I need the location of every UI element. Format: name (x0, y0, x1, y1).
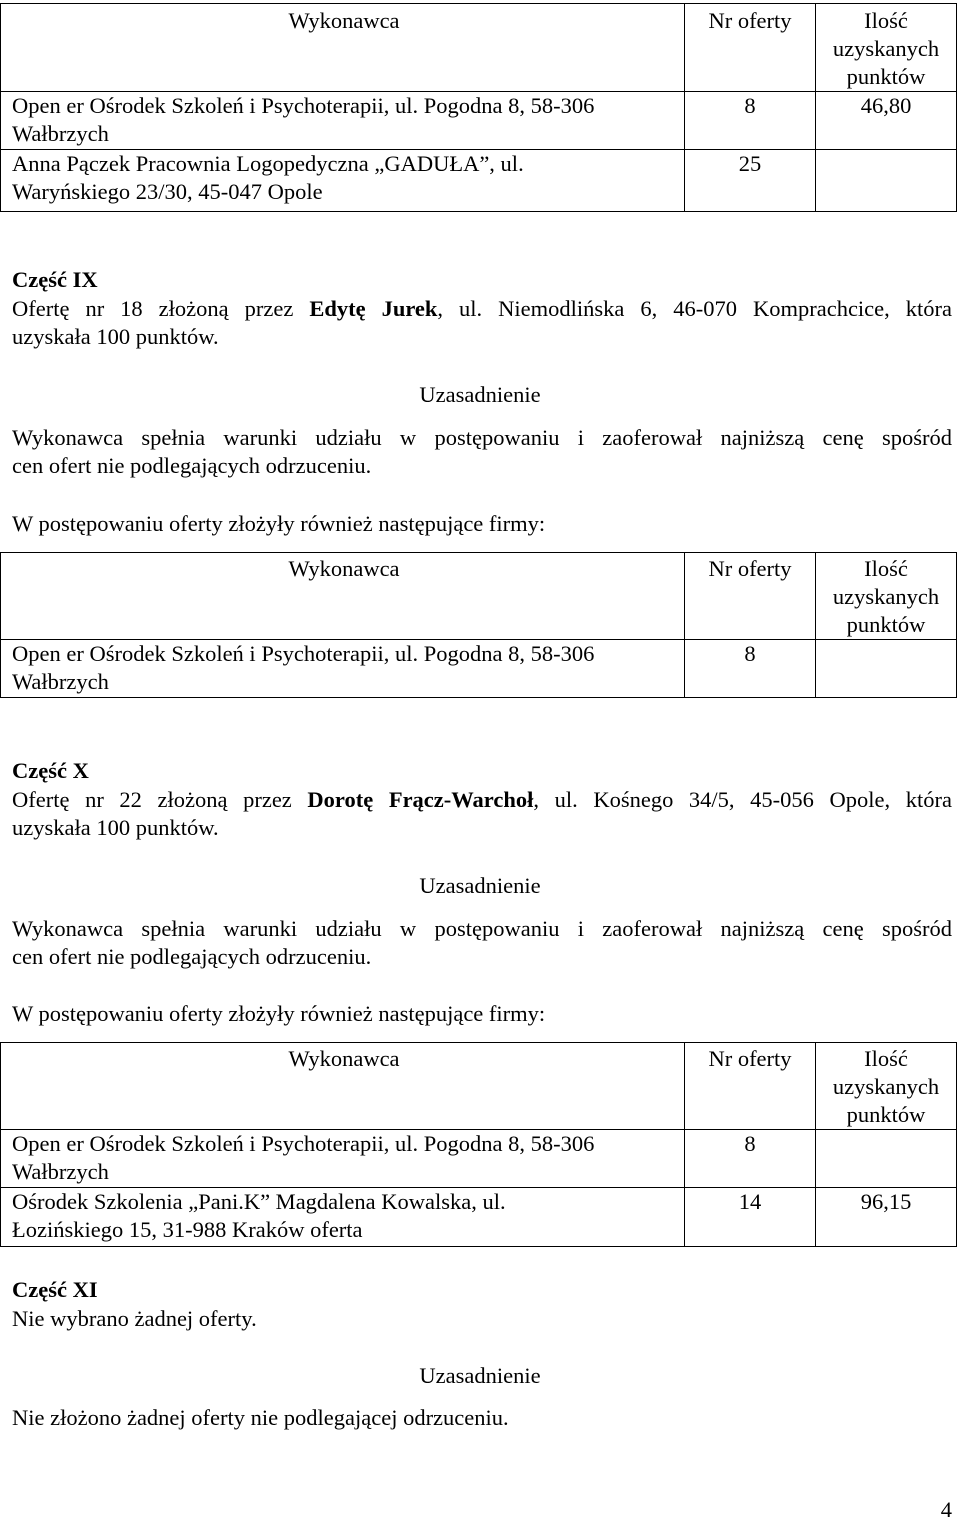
offers-table-3 (0, 1042, 957, 1247)
part-x-offer-name: Dorotę Frącz-Warchoł (307, 787, 534, 812)
cell-nr: 14 (685, 1188, 816, 1247)
part-ix-justification-title: Uzasadnienie (419, 382, 541, 407)
part-x-offer: Ofertę nr 22 złożoną przez Dorotę Frącz-Warchoł, ul. Kośnego 34/5, 45-056 Opole, która uzyskała 100 punktów. (12, 787, 952, 840)
cell-points: 96,15 (816, 1188, 957, 1247)
table-row (1, 640, 957, 698)
table-header-row (1, 553, 957, 640)
header-nr-oferty: Nr oferty (685, 553, 816, 640)
table-header-row (1, 4, 957, 92)
cell-points: 46,80 (816, 92, 957, 150)
table-row (1, 1130, 957, 1188)
cell-nr: 8 (685, 92, 816, 150)
page-number: 4 (940, 1497, 952, 1522)
part-ix-others-intro: W postępowaniu oferty złożyły również następujące firmy: (12, 511, 546, 536)
part-ix-heading: Część IX (12, 267, 98, 292)
header-ilosc-punktow: Ilość uzyskanych punktów (816, 553, 957, 640)
offers-table-2 (0, 552, 957, 698)
part-xi-text: Nie wybrano żadnej oferty. (12, 1306, 257, 1331)
cell-wykonawca: Open er Ośrodek Szkoleń i Psychoterapii, ul. Pogodna 8, 58-306 Wałbrzych (1, 1130, 685, 1188)
header-wykonawca: Wykonawca (1, 1043, 685, 1130)
part-x-others-intro: W postępowaniu oferty złożyły również następujące firmy: (12, 1001, 546, 1026)
cell-wykonawca: Open er Ośrodek Szkoleń i Psychoterapii, ul. Pogodna 8, 58-306 Wałbrzych (1, 92, 685, 150)
part-x-justification-title: Uzasadnienie (419, 873, 541, 898)
offers-table-1 (0, 3, 957, 212)
part-ix-justification-text: Wykonawca spełnia warunki udziału w postępowaniu i zaoferował najniższą cenę spośród cen ofert nie podlegających odrzuceniu. (12, 425, 952, 478)
header-ilosc-punktow: Ilość uzyskanych punktów (816, 4, 957, 92)
cell-points (816, 640, 957, 698)
cell-wykonawca: Open er Ośrodek Szkoleń i Psychoterapii, ul. Pogodna 8, 58-306 Wałbrzych (1, 640, 685, 698)
part-ix-offer-name: Edytę Jurek (309, 296, 438, 321)
cell-wykonawca: Anna Pączek Pracownia Logopedyczna „GADUŁA”, ul. Waryńskiego 23/30, 45-047 Opole (1, 150, 685, 212)
header-wykonawca: Wykonawca (1, 553, 685, 640)
part-x-heading: Część X (12, 758, 89, 783)
header-nr-oferty: Nr oferty (685, 1043, 816, 1130)
part-xi-justification-title: Uzasadnienie (419, 1363, 541, 1388)
cell-wykonawca: Ośrodek Szkolenia „Pani.K” Magdalena Kowalska, ul. Łozińskiego 15, 31-988 Kraków oferta (1, 1188, 685, 1247)
cell-nr: 8 (685, 1130, 816, 1188)
table-row (1, 150, 957, 212)
part-xi-heading: Część XI (12, 1277, 98, 1302)
part-ix-offer: Ofertę nr 18 złożoną przez Edytę Jurek, ul. Niemodlińska 6, 46-070 Komprachcice, która uzyskała 100 punktów. (12, 296, 953, 349)
header-wykonawca: Wykonawca (1, 4, 685, 92)
cell-nr: 25 (685, 150, 816, 212)
part-xi-justification-text: Nie złożono żadnej oferty nie podlegającej odrzuceniu. (12, 1405, 509, 1430)
cell-nr: 8 (685, 640, 816, 698)
table-row (1, 1188, 957, 1247)
header-ilosc-punktow: Ilość uzyskanych punktów (816, 1043, 957, 1130)
table-header-row (1, 1043, 957, 1130)
header-nr-oferty: Nr oferty (685, 4, 816, 92)
table-row (1, 92, 957, 150)
cell-points (816, 1130, 957, 1188)
part-x-justification-text: Wykonawca spełnia warunki udziału w postępowaniu i zaoferował najniższą cenę spośród cen ofert nie podlegających odrzuceniu. (12, 916, 952, 969)
cell-points (816, 150, 957, 212)
